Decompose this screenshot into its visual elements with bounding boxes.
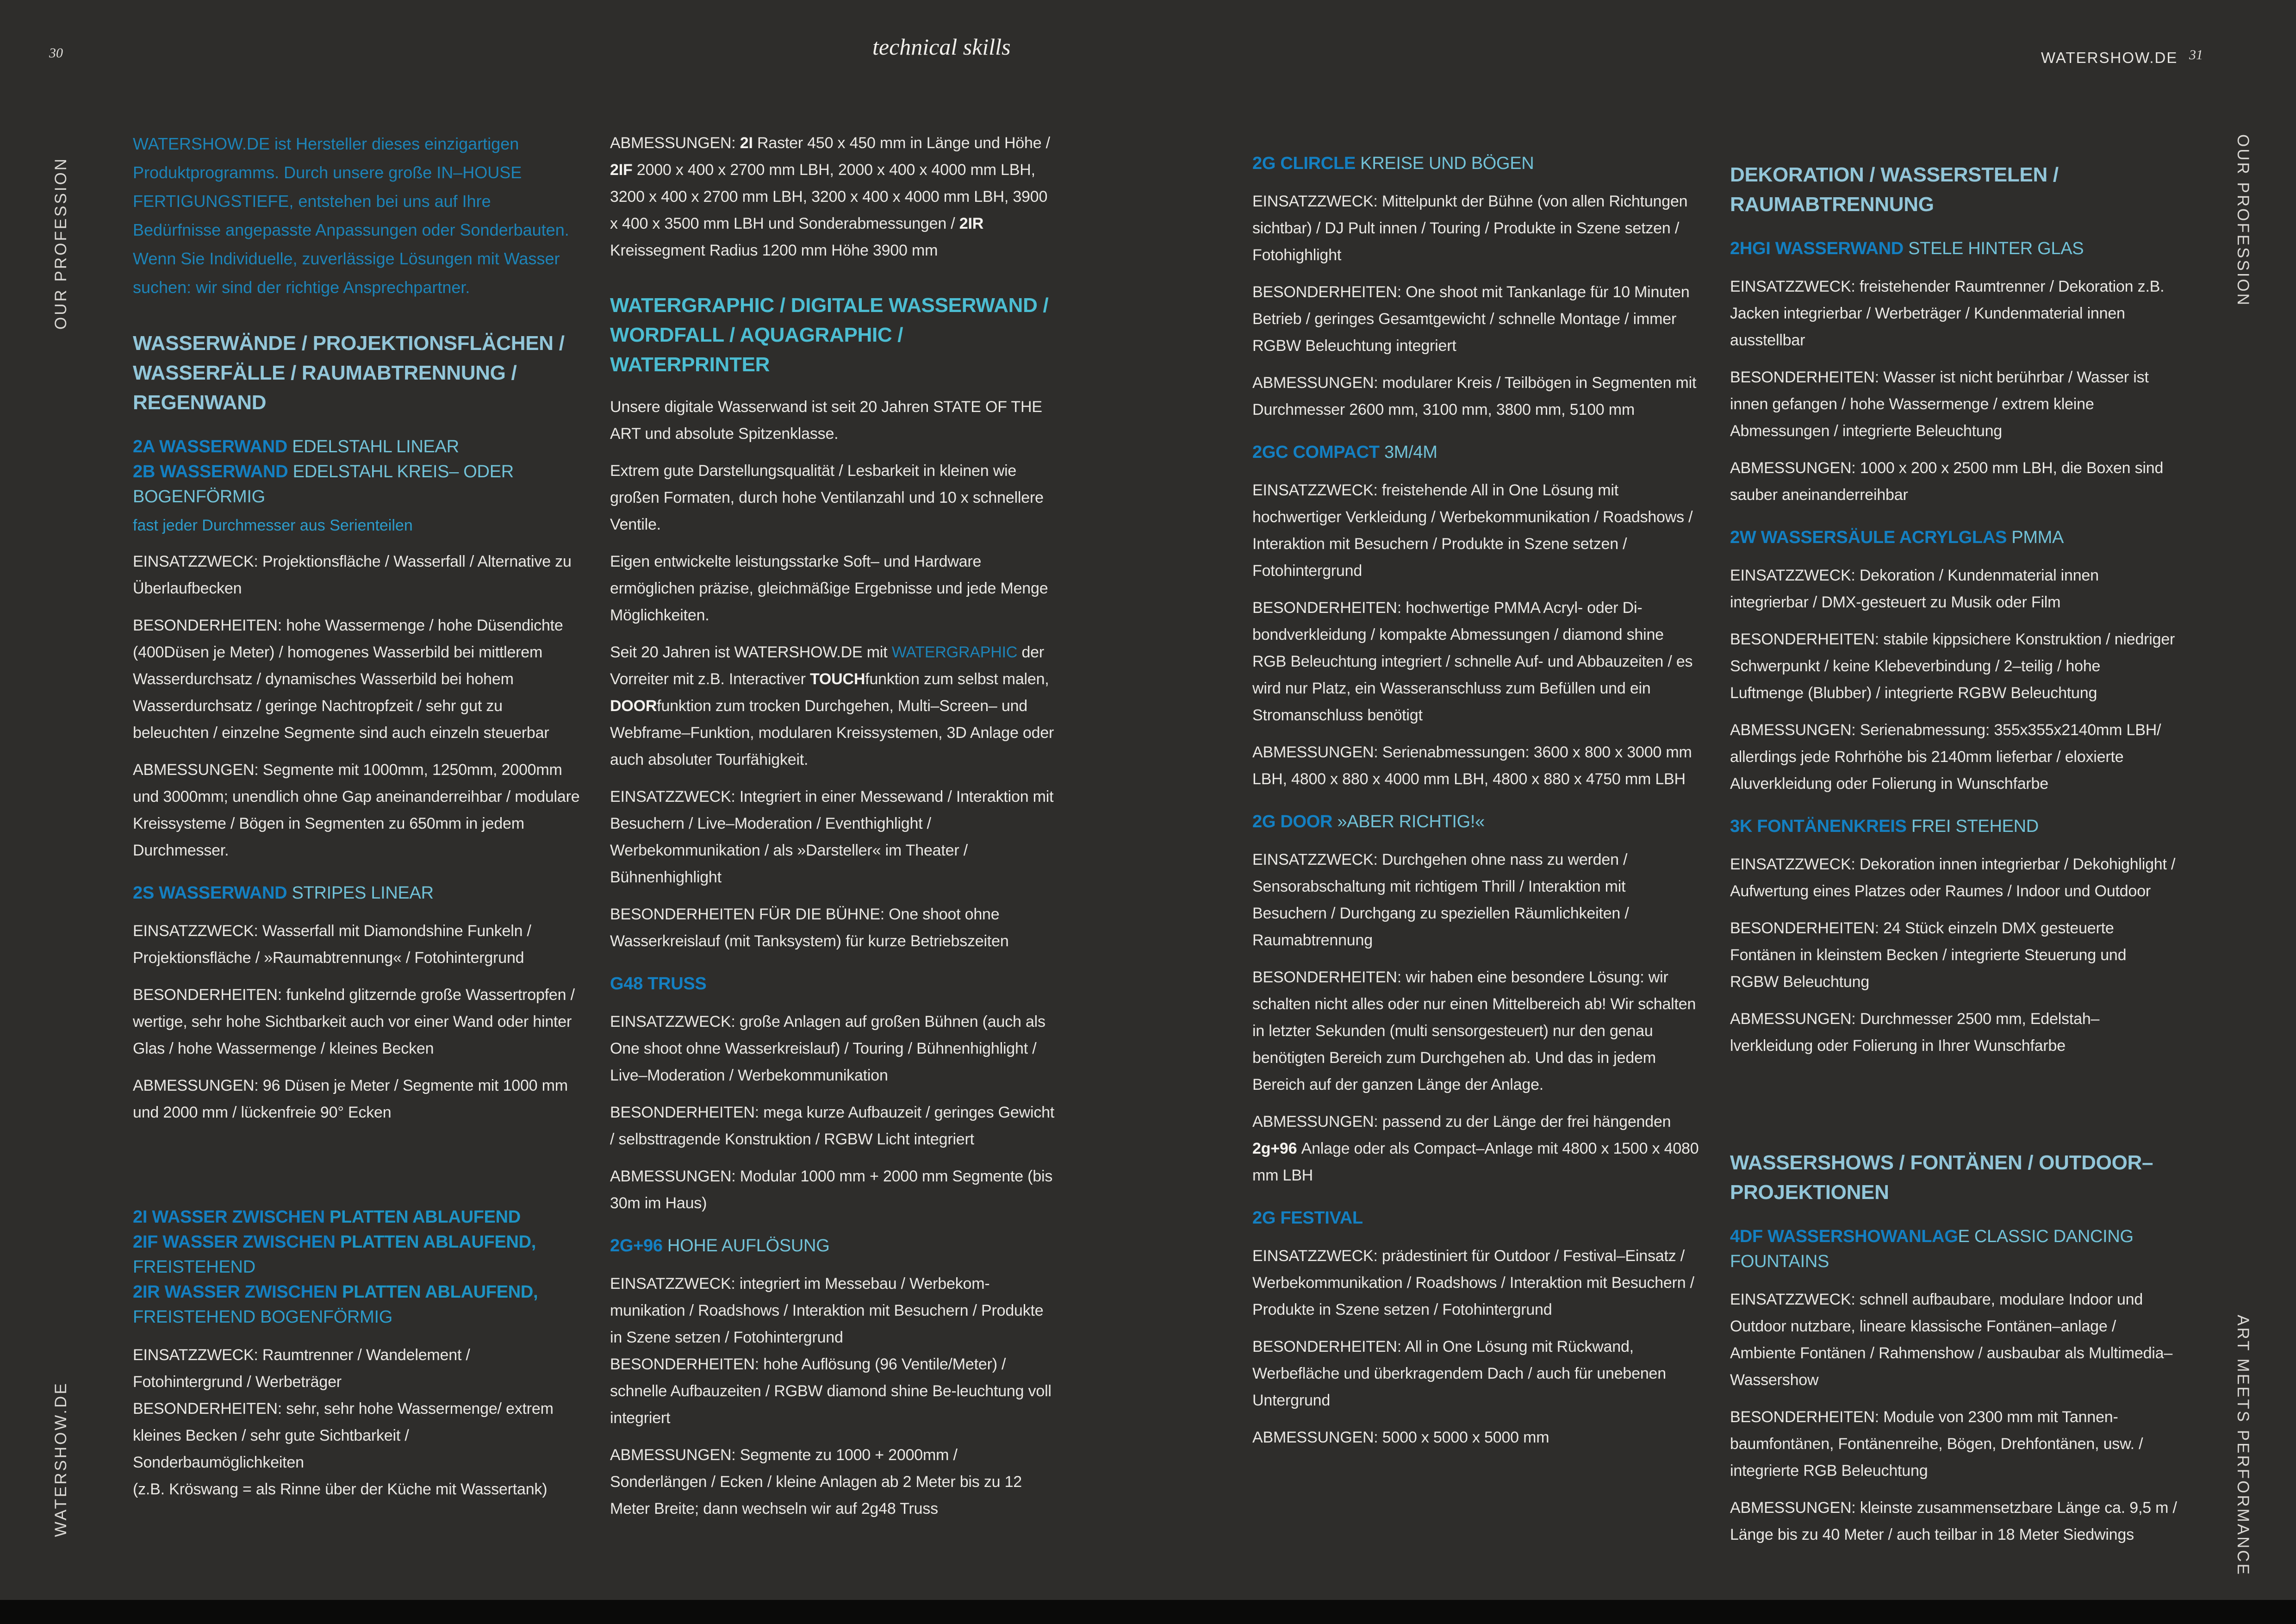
text-run: BESONDERHEITEN FÜR DIE BÜHNE: One shoot ohne Wasserkreislauf (mit Tanksystem) für kurze Betriebszeiten (610, 906, 1009, 950)
body-paragraph (133, 981, 581, 1062)
page-title: technical skills (872, 34, 1011, 60)
text-run: ABMESSUNGEN: Serienabmessung: 355x355x2140mm LBH/ allerdings jede Rohrhöhe bis 2140mm lieferbar / eloxierte Aluverkleidung oder Folierung in Wunschfarbe (1730, 721, 2161, 793)
spacer (133, 1136, 581, 1188)
text-run: 2B WASSERWAND (133, 462, 293, 481)
product-heading (1252, 809, 1700, 834)
body-paragraph (610, 1351, 1058, 1431)
product-heading (1252, 440, 1700, 465)
product-heading-line (133, 484, 581, 509)
product-heading-line (1730, 1224, 2178, 1274)
body-paragraph (133, 612, 581, 746)
product-heading (610, 971, 1058, 996)
text-run: EINSATZZWECK: prädestiniert für Outdoor / Festival–Einsatz / Werbekommunikation / Roadshows / Interaktion mit Besuchern / Produkte in Szene setzen / Fotohintergrund (1252, 1247, 1694, 1318)
text-run: ABMESSUNGEN: 1000 x 200 x 2500 mm LBH, die Boxen sind sauber aneinanderreihbar (1730, 459, 2164, 504)
text-run: ABMESSUNGEN: modularer Kreis / Teilbögen in Segmenten mit Durchmesser 2600 mm, 3100 mm, 3800 mm, 5100 mm (1252, 374, 1697, 418)
text-run: Unsere digitale Wasserwand ist seit 20 Jahren STATE OF THE ART und absolute Spitzenklasse. (610, 398, 1042, 443)
text-run: BESONDERHEITEN: Module von 2300 mm mit Tannen-baumfontänen, Fontänenreihe, Bögen, Drehfontänen, usw. / integrierte RGB Beleuchtung (1730, 1408, 2143, 1480)
text-run: 2IR WASSER ZWISCHEN (133, 1282, 342, 1302)
body-paragraph (1252, 739, 1700, 793)
body-paragraph (1252, 477, 1700, 584)
text-run: 3K FONTÄNENKREIS (1730, 817, 1911, 836)
text-run: EINSATZZWECK: Durchgehen ohne nass zu werden / Sensorabschaltung mit richtigem Thrill / Interaktion mit Besuchern / Durchgang zu speziellen Räumlichkeiten / Raumabtrennung (1252, 851, 1629, 949)
product-heading-line (133, 881, 581, 906)
product-heading-line (610, 971, 1058, 996)
product-heading (1730, 814, 2178, 839)
page-number-left: 30 (49, 45, 63, 61)
body-paragraph (610, 548, 1058, 629)
body-paragraph (1252, 594, 1700, 729)
product-heading (1252, 1206, 1700, 1230)
product-heading-line (1730, 236, 2178, 261)
text-run: PLATTEN ABLAUFEND (330, 1207, 521, 1227)
text-run: ABMESSUNGEN: kleinste zusammensetzbare Länge ca. 9,5 m / Länge bis zu 40 Meter / auch teilbar in 18 Meter Siedwings (1730, 1499, 2177, 1543)
product-heading-line (1252, 151, 1700, 176)
text-run: BESONDERHEITEN: All in One Lösung mit Rückwand, Werbefläche und überkragendem Dach / auch für unebenen Untergrund (1252, 1338, 1666, 1409)
text-run: EINSATZZWECK: Wasserfall mit Diamondshine Funkeln / Projektionsfläche / »Raumabtrennung« / Fotohintergrund (133, 922, 531, 967)
text-run: FREISTEHEND BOGENFÖRMIG (133, 1307, 393, 1327)
text-run: 2IF (610, 161, 637, 179)
text-run: EINSATZZWECK: Mittelpunkt der Bühne (von allen Richtungen sichtbar) / DJ Pult innen / Touring / Produkte in Szene setzen / Fotohighlight (1252, 193, 1688, 264)
body-paragraph (1252, 846, 1700, 954)
text-run: ABMESSUNGEN: Segmente mit 1000mm, 1250mm, 2000mm und 3000mm; unendlich ohne Gap aneinanderreihbar / modulare Kreissysteme / Bögen in Segmenten zu 650mm in jedem Durchmesser. (133, 761, 580, 859)
text-run: PLATTEN ABLAUFEND, (340, 1232, 536, 1252)
body-paragraph (1730, 915, 2178, 995)
body-paragraph (610, 1163, 1058, 1217)
product-heading (133, 434, 581, 509)
text-run: BESONDERHEITEN: wir haben eine besondere Lösung: wir schalten nicht alles oder nur einen Mittelbereich ab! Wir schalten in letzter Sekunden (multi sensorgesteuert) nur den genau benötigten Bereich zum Durchgehen ab. Und das in jedem Bereich auf der ganzen Länge der Anlage. (1252, 968, 1696, 1093)
text-run: EINSATZZWECK: integriert im Messebau / Werbekom-munikation / Roadshows / Interaktion mit Besuchern / Produkte in Szene setzen / Fotohintergrund (610, 1275, 1044, 1346)
vertical-label-right-top: OUR PROFESSION (2234, 134, 2252, 307)
text-run: BESONDERHEITEN: hohe Wassermenge / hohe Düsendichte (400Düsen je Meter) / homogenes Wasserbild bei mittlerem Wasserdurchsatz / dynamisches Wasserbild bei hohem Wasserdurchsatz / geringe Nachtropfzeit / sehr gut zu beleuchten / einzelne Segmente sind auch einzeln steuerbar (133, 617, 563, 742)
text-run: EINSATZZWECK: Projektionsfläche / Wasserfall / Alternative zu Überlaufbecken (133, 553, 572, 597)
body-paragraph (1730, 626, 2178, 706)
product-heading (610, 1233, 1058, 1258)
product-heading (1730, 525, 2178, 550)
product-heading (1252, 151, 1700, 176)
text-run: Eigen entwickelte leistungsstarke Soft– und Hardware ermöglichen präzise, gleichmäßige Ergebnisse und jede Menge Möglichkeiten. (610, 553, 1048, 624)
body-paragraph (1730, 1404, 2178, 1484)
section-heading: WASSERWÄNDE / PROJEKTIONSFLÄCHEN / WASSERFÄLLE / RAUMABTRENNUNG / REGENWAND (133, 332, 565, 414)
product-note: fast jeder Durchmesser aus Serienteilen (133, 517, 413, 534)
product-heading-line (133, 1280, 581, 1305)
text-run: BESONDERHEITEN: hochwertige PMMA Acryl- oder Di-bondverkleidung / kompakte Abmessungen / diamond shine RGB Beleuchtung integriert / schnelle Auf- und Abbauzeiten / es wird nur Platz, ein Wasseranschluss zum Befüllen und ein Stromanschluss benötigt (1252, 599, 1693, 724)
text-run: EINSATZZWECK: große Anlagen auf großen Bühnen (auch als One shoot ohne Wasserkreislauf) / Touring / Bühnenhighlight / Live–Moderation / Werbekommunikation (610, 1013, 1045, 1084)
body-paragraph (1730, 851, 2178, 905)
text-run: 2000 x 400 x 2700 mm LBH, 2000 x 400 x 4000 mm LBH, 3200 x 400 x 2700 mm LBH, 3200 x 400 x 4000 mm LBH, 3900 x 400 x 3500 mm LBH und Sonderabmessungen / (610, 161, 1048, 232)
text-run: DOOR (610, 697, 657, 715)
text-run: ABMESSUNGEN: Modular 1000 mm + 2000 mm Segmente (bis 30m im Haus) (610, 1168, 1053, 1212)
body-paragraph (610, 394, 1058, 447)
product-heading-line (1730, 525, 2178, 550)
product-heading (1730, 1224, 2178, 1274)
brand-watermark: WATERSHOW.DE (2041, 49, 2178, 66)
vertical-label-right-bottom: ART MEETS PERFORMANCE (2234, 1315, 2252, 1576)
body-paragraph (133, 756, 581, 864)
text-run: »ABER RICHTIG!« (1337, 812, 1485, 831)
text-run: E CLASSIC DANCING FOUNTAINS (1730, 1227, 2134, 1271)
product-heading-line (1252, 1206, 1700, 1230)
text-run: STRIPES LINEAR (292, 883, 434, 903)
text-run: 4DF WASSERSHOWANLAG (1730, 1227, 1958, 1246)
text-run: 2I (740, 134, 757, 152)
text-run: funktion zum selbst malen, (865, 670, 1049, 688)
text-run: 2IF WASSER ZWISCHEN (133, 1232, 340, 1252)
text-run: 2A WASSERWAND (133, 437, 292, 456)
text-run: BESONDERHEITEN: Wasser ist nicht berührbar / Wasser ist innen gefangen / hohe Wassermenge / extrem kleine Abmessungen / integrierte Beleuchtung (1730, 369, 2149, 440)
text-run: WATERGRAPHIC (891, 643, 1018, 661)
product-heading (133, 881, 581, 906)
product-heading-line (133, 1305, 581, 1330)
text-run: EDELSTAHL KREIS– ODER (292, 462, 514, 481)
text-run: 2W WASSERSÄULE ACRYLGLAS (1730, 528, 2012, 547)
text-run: STELE HINTER GLAS (1908, 239, 2084, 258)
text-run: 2G FESTIVAL (1252, 1208, 1363, 1228)
product-heading-line (610, 1233, 1058, 1258)
text-run: EINSATZZWECK: Dekoration / Kundenmaterial innen integrierbar / DMX-gesteuert zu Musik oder Film (1730, 567, 2099, 611)
content-column-2 (610, 130, 1058, 1532)
body-paragraph (1252, 1108, 1700, 1189)
text-run: BESONDERHEITEN: stabile kippsichere Konstruktion / niedriger Schwerpunkt / keine Klebeverbindung / 2–teilig / hohe Luftmenge (Blubber) / integrierte RGBW Beleuchtung (1730, 631, 2175, 702)
text-run: EINSATZZWECK: freistehende All in One Lösung mit hochwertiger Verkleidung / Werbekommunikation / Roadshows / Interaktion mit Besuchern / Produkte in Szene setzen / Fotohintergrund (1252, 481, 1693, 580)
body-paragraph (610, 457, 1058, 538)
text-run: EINSATZZWECK: schnell aufbaubare, modulare Indoor und Outdoor nutzbare, lineare klassische Fontänen–anlage / Ambiente Fontänen / Rahmenshow / ausbaubar als Multimedia–Wassershow (1730, 1291, 2173, 1389)
product-heading-line (133, 1205, 581, 1230)
body-paragraph (133, 1342, 581, 1395)
body-paragraph (610, 130, 1058, 264)
text-run: Extrem gute Darstellungsqualität / Lesbarkeit in kleinen wie großen Formaten, durch hohe Ventilanzahl und 10 x schnellere Ventile. (610, 462, 1044, 533)
body-paragraph (1252, 1243, 1700, 1323)
text-run: FREI STEHEND (1911, 817, 2039, 836)
text-run: EINSATZZWECK: Raumtrenner / Wandelement / Fotohintergrund / Werbeträger (133, 1346, 470, 1391)
text-run: ABMESSUNGEN: 5000 x 5000 x 5000 mm (1252, 1429, 1549, 1446)
body-paragraph (133, 548, 581, 602)
text-run: 2g+96 (1252, 1140, 1301, 1157)
text-run: PMMA (2011, 528, 2064, 547)
page-number-right: 31 (2189, 47, 2203, 62)
text-run: HOHE AUFLÖSUNG (667, 1236, 830, 1255)
text-run: EINSATZZWECK: Integriert in einer Messewand / Interaktion mit Besuchern / Live–Moderation / Eventhighlight / Werbekommunikation / als »Darsteller« im Theater / Bühnenhighlight (610, 788, 1054, 886)
product-heading-line (133, 459, 581, 484)
body-paragraph (133, 1395, 581, 1476)
text-run: 2IR (959, 215, 984, 232)
body-paragraph (1730, 562, 2178, 616)
product-heading (133, 1205, 581, 1330)
text-run: 2G DOOR (1252, 812, 1338, 831)
intro-paragraph: WATERSHOW.DE ist Hersteller dieses einzigartigen Produktprogramms. Durch unsere große IN–HOUSE FERTIGUNGSTIEFE, entstehen bei uns auf Ihre Bedürfnisse angepasste Anpassungen oder Sonderbauten. Wenn Sie Individuelle, zuverlässige Lösungen mit Wasser suchen: wir sind der richtige Ansprechpartner. (133, 134, 569, 297)
text-run: funktion zum trocken Durchgehen, Multi–Screen– und Webframe–Funktion, modularen Kreissystemen, 3D Anlage oder auch absoluter Tourfähigkeit. (610, 697, 1054, 768)
text-run: ABMESSUNGEN: Durchmesser 2500 mm, Edelstah–lverkleidung oder Folierung in Ihrer Wunschfarbe (1730, 1010, 2100, 1055)
body-paragraph (1730, 455, 2178, 508)
product-heading-line (1252, 809, 1700, 834)
text-run: TOUCH (809, 670, 865, 688)
product-heading-line (1730, 814, 2178, 839)
text-run: Raster 450 x 450 mm in Länge und Höhe / (757, 134, 1050, 152)
text-run: ABMESSUNGEN: (610, 134, 740, 152)
body-paragraph (133, 918, 581, 971)
text-run: EINSATZZWECK: freistehender Raumtrenner / Dekoration z.B. Jacken integrierbar / Werbeträger / Kundenmaterial innen ausstellbar (1730, 278, 2165, 349)
text-run: 2I WASSER ZWISCHEN (133, 1207, 330, 1227)
text-run: BESONDERHEITEN: mega kurze Aufbauzeit / geringes Gewicht / selbsttragende Konstruktion / RGBW Licht integriert (610, 1104, 1055, 1148)
body-paragraph (1730, 364, 2178, 444)
body-paragraph (133, 1476, 581, 1503)
body-paragraph (610, 1008, 1058, 1089)
text-run: (z.B. Kröswang = als Rinne über der Küche mit Wassertank) (133, 1480, 548, 1498)
text-run: EINSATZZWECK: Dekoration innen integrierbar / Dekohighlight / Aufwertung eines Platzes oder Raumes / Indoor und Outdoor (1730, 856, 2176, 900)
product-heading-line (133, 434, 581, 459)
body-paragraph (1730, 1006, 2178, 1059)
section-heading: DEKORATION / WASSERSTELEN / RAUMABTRENNUNG (1730, 163, 2059, 216)
text-run: ABMESSUNGEN: passend zu der Länge der frei hängenden (1252, 1113, 1671, 1131)
body-paragraph (610, 1270, 1058, 1351)
text-run: Anlage oder als Compact–Anlage mit 4800 x 1500 x 4080 mm LBH (1252, 1140, 1699, 1184)
section-heading: WASSERSHOWS / FONTÄNEN / OUTDOOR–PROJEKTIONEN (1730, 1151, 2153, 1204)
text-run: 3M/4M (1384, 443, 1437, 462)
product-heading-line (1252, 440, 1700, 465)
text-run: ABMESSUNGEN: 96 Düsen je Meter / Segmente mit 1000 mm und 2000 mm / lückenfreie 90° Ecken (133, 1077, 568, 1121)
text-run: G48 TRUSS (610, 974, 707, 993)
body-paragraph (1730, 1494, 2178, 1548)
text-run: 2G CLIRCLE (1252, 154, 1361, 173)
body-paragraph (1252, 279, 1700, 359)
body-paragraph (1730, 1286, 2178, 1393)
text-run: BESONDERHEITEN: hohe Auflösung (96 Ventile/Meter) / schnelle Aufbauzeiten / RGBW diamond shine Be-leuchtung voll integriert (610, 1355, 1052, 1427)
text-run: EDELSTAHL LINEAR (292, 437, 459, 456)
text-run: BESONDERHEITEN: sehr, sehr hohe Wassermenge/ extrem kleines Becken / sehr gute Sichtbarkeit / Sonderbaumöglichkeiten (133, 1400, 554, 1471)
body-paragraph (1730, 717, 2178, 797)
content-column-1 (133, 130, 581, 1513)
text-run: 2GC COMPACT (1252, 443, 1384, 462)
body-paragraph (1730, 273, 2178, 354)
body-paragraph (610, 1099, 1058, 1153)
body-paragraph (610, 1442, 1058, 1522)
text-run: der Vorreiter mit z.B. Interactiver (610, 643, 1045, 688)
body-paragraph (1252, 188, 1700, 269)
content-column-4 (1730, 133, 2178, 1558)
text-run: KREISE UND BÖGEN (1360, 154, 1534, 173)
bottom-bar (0, 1600, 2296, 1624)
text-run: ABMESSUNGEN: Serienabmessungen: 3600 x 800 x 3000 mm LBH, 4800 x 880 x 4000 mm LBH, 4800 x 880 x 4750 mm LBH (1252, 743, 1692, 788)
section-heading: WATERGRAPHIC / DIGITALE WASSERWAND / WORDFALL / AQUAGRAPHIC / WATERPRINTER (610, 294, 1049, 376)
body-paragraph (610, 639, 1058, 773)
text-run: BESONDERHEITEN: 24 Stück einzeln DMX gesteuerte Fontänen in kleinstem Becken / integrierte Steuerung und RGBW Beleuchtung (1730, 919, 2127, 991)
vertical-label-left-top: OUR PROFESSION (52, 157, 70, 330)
body-paragraph (1252, 369, 1700, 423)
body-paragraph (610, 783, 1058, 891)
product-heading-line (133, 1230, 581, 1255)
text-run: 2G+96 (610, 1236, 667, 1255)
spacer (1730, 1069, 2178, 1121)
body-paragraph (1252, 1424, 1700, 1451)
body-paragraph (1252, 964, 1700, 1098)
body-paragraph (1252, 1333, 1700, 1414)
text-run: BOGENFÖRMIG (133, 487, 265, 506)
text-run: 2S WASSERWAND (133, 883, 292, 903)
body-paragraph (133, 1072, 581, 1126)
text-run: BESONDERHEITEN: funkelnd glitzernde große Wassertropfen / wertige, sehr hohe Sichtbarkeit auch vor einer Wand oder hinter Glas / hohe Wassermenge / kleines Becken (133, 986, 575, 1057)
text-run: ABMESSUNGEN: Segmente zu 1000 + 2000mm / Sonderlängen / Ecken / kleine Anlagen ab 2 Meter bis zu 12 Meter Breite; dann wechseln wir auf 2g48 Truss (610, 1446, 1022, 1518)
vertical-label-left-bottom: WATERSHOW.DE (52, 1381, 70, 1537)
content-column-3 (1252, 134, 1700, 1461)
text-run: Kreissegment Radius 1200 mm Höhe 3900 mm (610, 242, 938, 259)
text-run: FREISTEHEND (133, 1257, 255, 1277)
body-paragraph (610, 901, 1058, 955)
text-run: Seit 20 Jahren ist WATERSHOW.DE mit (610, 643, 892, 661)
product-heading (1730, 236, 2178, 261)
text-run: 2HGI WASSERWAND (1730, 239, 1909, 258)
text-run: BESONDERHEITEN: One shoot mit Tankanlage für 10 Minuten Betrieb / geringes Gesamtgewicht / schnelle Montage / immer RGBW Beleuchtung integriert (1252, 283, 1690, 355)
text-run: PLATTEN ABLAUFEND, (342, 1282, 538, 1302)
product-heading-line (133, 1255, 581, 1280)
